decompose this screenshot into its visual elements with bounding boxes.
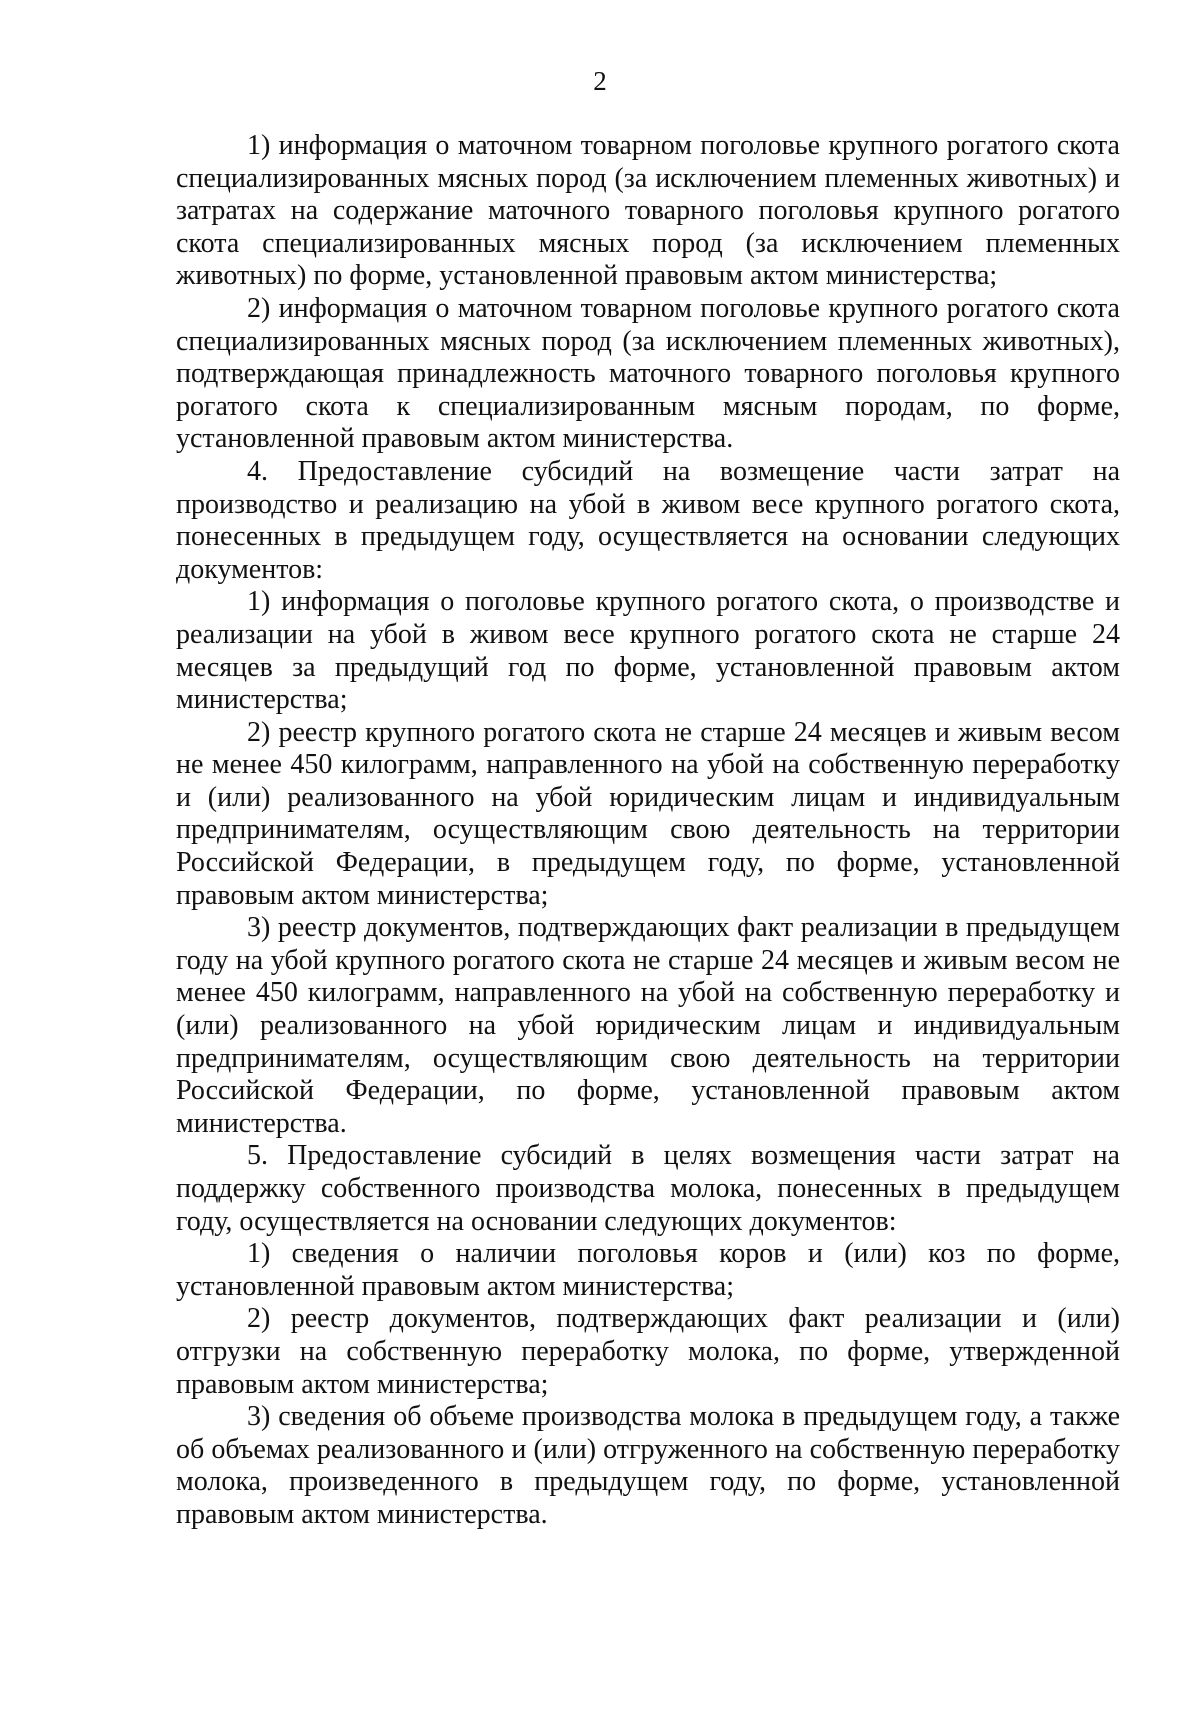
paragraph-4-1: 1) информация о поголовье крупного рогатого скота, о производстве и реализации на убой в живом весе крупного рогатого скота не старше 24 месяцев за предыдущий год по форме, установленной правовым актом министерства; bbox=[176, 586, 1120, 716]
paragraph-4: 4. Предоставление субсидий на возмещение части затрат на производство и реализацию на убой в живом весе крупного рогатого скота, понесенных в предыдущем году, осуществляется на основании следующих документов: bbox=[176, 455, 1120, 585]
paragraph-5: 5. Предоставление субсидий в целях возмещения части затрат на поддержку собственного производства молока, понесенных в предыдущем году, осуществляется на основании следующих документов: bbox=[176, 1140, 1120, 1237]
paragraph-3-1: 1) информация о маточном товарном поголовье крупного рогатого скота специализированных мясных пород (за исключением племенных животных) и затратах на содержание маточного товарного поголовья крупного рогатого скота специализированных мясных пород (за исключением племенных животных) по форме, установленной правовым актом министерства; bbox=[176, 130, 1120, 292]
paragraph-3-2: 2) информация о маточном товарном поголовье крупного рогатого скота специализированных мясных пород (за исключением племенных животных), подтверждающая принадлежность маточного товарного поголовья крупного рогатого скота к специализированным мясным породам, по форме, установленной правовым актом министерства. bbox=[176, 292, 1120, 455]
paragraph-4-2: 2) реестр крупного рогатого скота не старше 24 месяцев и живым весом не менее 450 килограмм, направленного на убой на собственную переработку и (или) реализованного на убой юридическим лицам и индивидуальным предпринимателям, осуществляющим свою деятельность на территории Российской Федерации, в предыдущем году, по форме, установленной правовым актом министерства; bbox=[176, 716, 1120, 911]
paragraph-5-2: 2) реестр документов, подтверждающих факт реализации и (или) отгрузки на собственную переработку молока, по форме, утвержденной правовым актом министерства; bbox=[176, 1303, 1120, 1400]
paragraph-4-3: 3) реестр документов, подтверждающих факт реализации в предыдущем году на убой крупного рогатого скота не старше 24 месяцев и живым весом не менее 450 килограмм, направленного на убой на собственную переработку и (или) реализованного на убой юридическим лицам и индивидуальным предпринимателям, осуществляющим свою деятельность на территории Российской Федерации, по форме, установленной правовым актом министерства. bbox=[176, 912, 1120, 1139]
paragraph-5-1: 1) сведения о наличии поголовья коров и (или) коз по форме, установленной правовым актом министерства; bbox=[176, 1238, 1120, 1302]
paragraph-5-3: 3) сведения об объеме производства молока в предыдущем году, а также об объемах реализованного и (или) отгруженного на собственную переработку молока, произведенного в предыдущем году, по форме, установленной правовым актом министерства. bbox=[176, 1401, 1120, 1530]
document-body bbox=[176, 130, 1120, 1532]
page-number: 2 bbox=[593, 66, 607, 96]
